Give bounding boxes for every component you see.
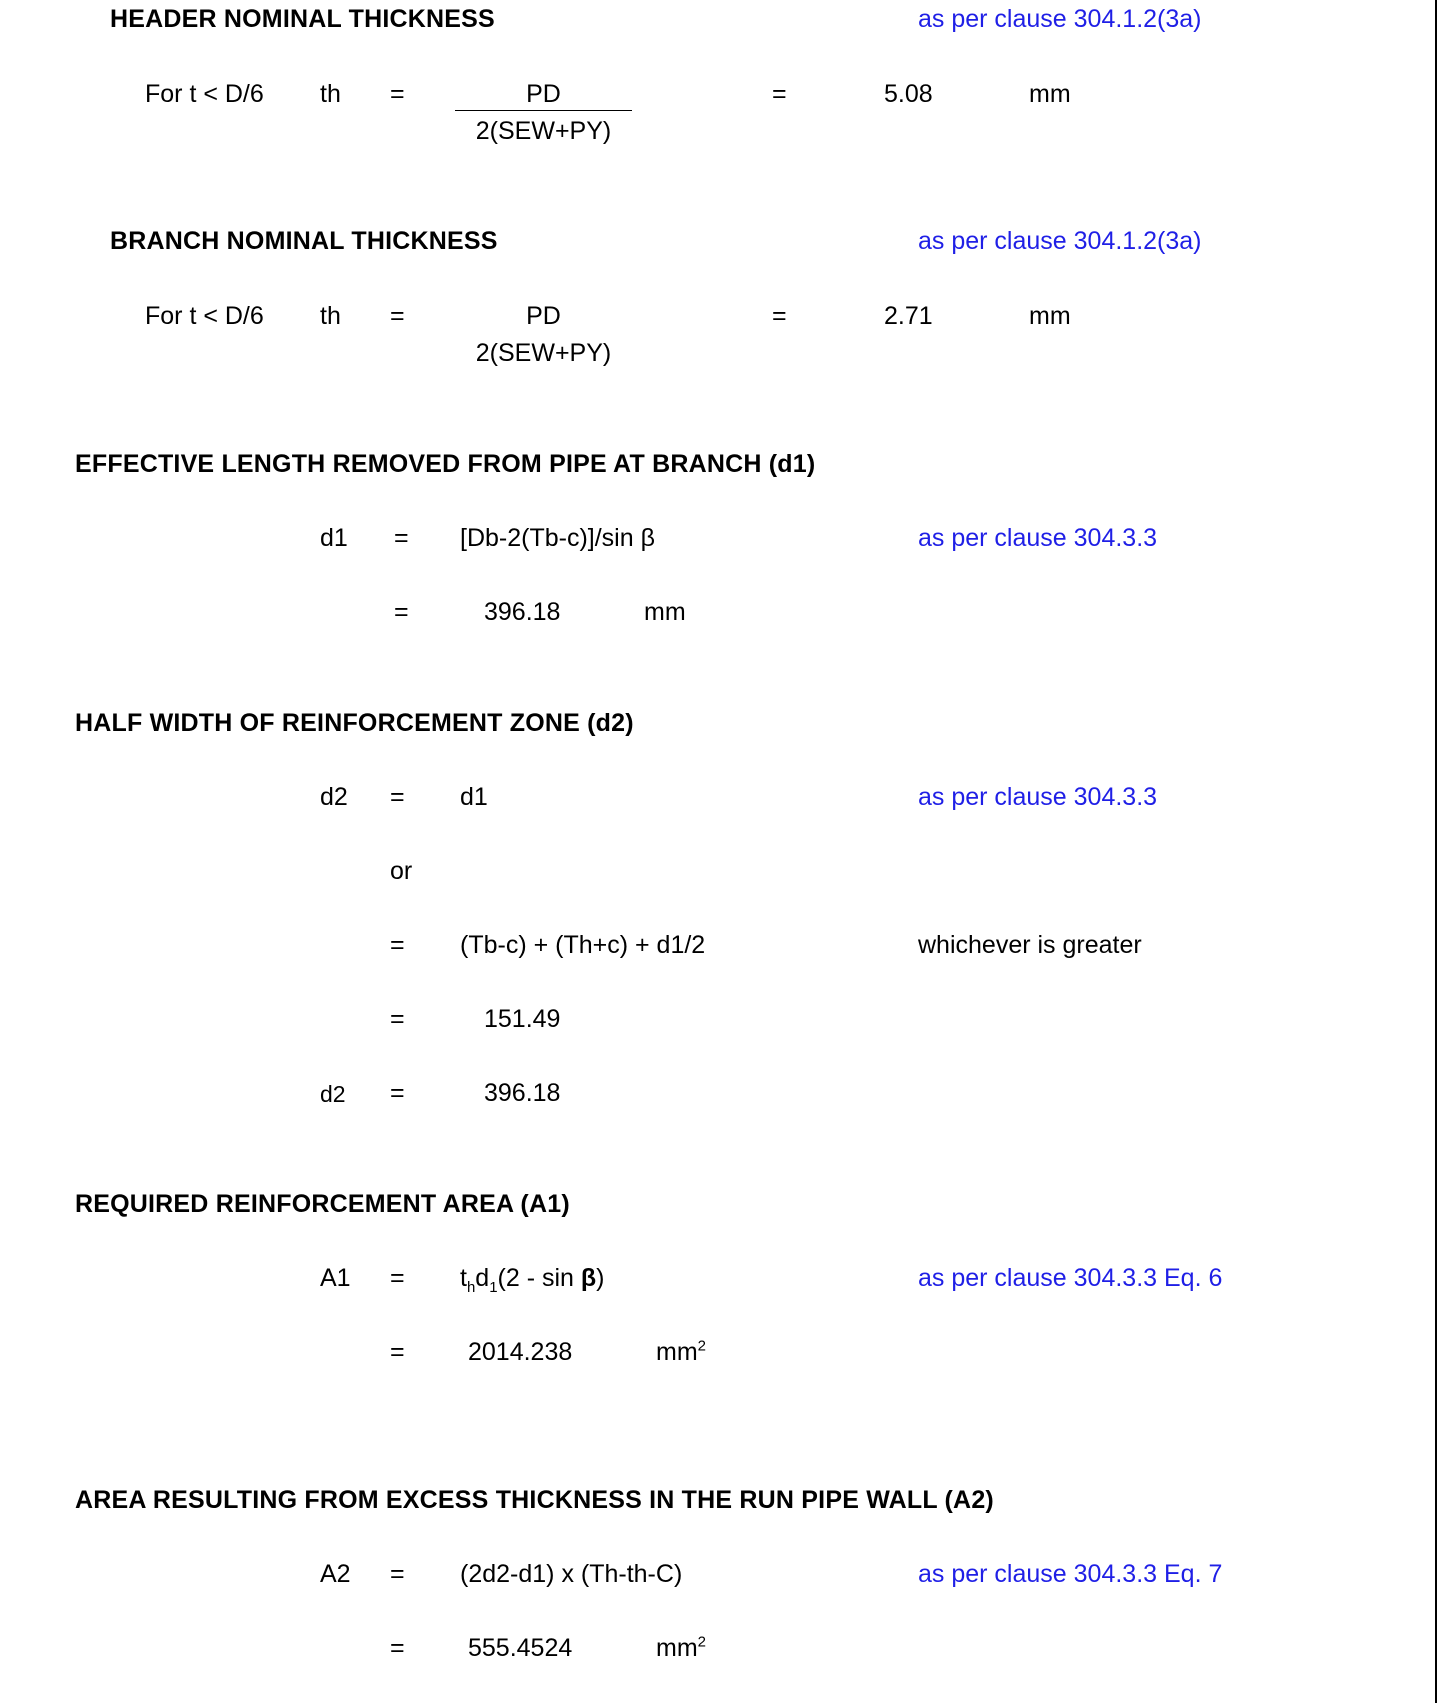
a1-formula-sub-1: 1 <box>489 1279 498 1296</box>
d1-symbol: d1 <box>320 524 348 552</box>
a2-unit-base: mm <box>656 1634 698 1662</box>
d2-note: whichever is greater <box>918 931 1142 959</box>
a2-unit <box>656 1633 706 1663</box>
header-nominal-symbol: th <box>320 80 341 108</box>
a1-formula-close: ) <box>596 1264 605 1292</box>
d1-value: 396.18 <box>484 598 561 626</box>
d2-equals-2: = <box>390 931 405 959</box>
a1-equals: = <box>390 1264 405 1292</box>
d2-formula-2: (Tb-c) + (Th+c) + d1/2 <box>460 931 706 959</box>
d2-equals: = <box>390 783 405 811</box>
d2-clause: as per clause 304.3.3 <box>918 783 1158 811</box>
d2-equals-4: = <box>390 1079 405 1107</box>
a2-symbol: A2 <box>320 1560 351 1588</box>
header-nominal-condition: For t < D/6 <box>145 80 264 108</box>
a1-title: REQUIRED REINFORCEMENT AREA (A1) <box>75 1190 570 1218</box>
a1-formula <box>460 1263 605 1296</box>
d2-result-value: 396.18 <box>484 1079 561 1107</box>
header-nominal-equals-2: = <box>772 80 787 108</box>
a1-value: 2014.238 <box>468 1338 573 1366</box>
a2-formula: (2d2-d1) x (Th-th-C) <box>460 1560 683 1588</box>
branch-nominal-clause: as per clause 304.1.2(3a) <box>918 227 1202 255</box>
header-nominal-title: HEADER NOMINAL THICKNESS <box>110 5 495 33</box>
branch-nominal-denominator: 2(SEW+PY) <box>475 339 612 367</box>
d2-equals-3: = <box>390 1005 405 1033</box>
branch-nominal-condition: For t < D/6 <box>145 302 264 330</box>
header-nominal-denominator: 2(SEW+PY) <box>475 117 612 145</box>
a1-formula-d: d <box>475 1264 490 1292</box>
a2-clause: as per clause 304.3.3 Eq. 7 <box>918 1560 1223 1588</box>
a1-formula-sub-h: h <box>466 1279 476 1296</box>
branch-nominal-equals: = <box>390 302 405 330</box>
a2-equals-2: = <box>390 1634 405 1662</box>
header-nominal-fraction-bar <box>455 110 632 111</box>
branch-nominal-symbol: th <box>320 302 341 330</box>
a2-equals: = <box>390 1560 405 1588</box>
header-nominal-numerator: PD <box>526 80 561 108</box>
d2-title: HALF WIDTH OF REINFORCEMENT ZONE (d2) <box>75 709 634 737</box>
a1-unit-superscript: 2 <box>697 1337 706 1355</box>
a1-symbol: A1 <box>320 1264 351 1292</box>
d1-equals: = <box>394 524 409 552</box>
d1-title: EFFECTIVE LENGTH REMOVED FROM PIPE AT BRANCH (d1) <box>75 450 816 478</box>
branch-nominal-numerator: PD <box>526 302 561 330</box>
a1-equals-2: = <box>390 1338 405 1366</box>
header-nominal-equals: = <box>390 80 405 108</box>
header-nominal-unit: mm <box>1029 80 1071 108</box>
a1-formula-rest: (2 - sin <box>497 1264 581 1292</box>
d1-unit: mm <box>644 598 686 626</box>
a2-unit-superscript: 2 <box>697 1633 706 1651</box>
branch-nominal-title: BRANCH NOMINAL THICKNESS <box>110 227 498 255</box>
a2-title: AREA RESULTING FROM EXCESS THICKNESS IN THE RUN PIPE WALL (A2) <box>75 1486 994 1514</box>
d2-symbol: d2 <box>320 783 348 811</box>
branch-nominal-unit: mm <box>1029 302 1071 330</box>
a1-formula-t: t <box>460 1264 467 1292</box>
d1-formula: [Db-2(Tb-c)]/sin β <box>460 524 655 552</box>
a1-unit-base: mm <box>656 1338 698 1366</box>
d1-clause: as per clause 304.3.3 <box>918 524 1158 552</box>
a1-unit <box>656 1337 706 1367</box>
d1-equals-2: = <box>394 598 409 626</box>
a1-formula-beta: β <box>580 1264 597 1292</box>
d2-result-symbol: d2 <box>320 1081 346 1107</box>
a1-clause: as per clause 304.3.3 Eq. 6 <box>918 1264 1223 1292</box>
d2-or: or <box>390 857 413 885</box>
header-nominal-clause: as per clause 304.1.2(3a) <box>918 5 1202 33</box>
a2-value: 555.4524 <box>468 1634 573 1662</box>
d2-formula-1: d1 <box>460 783 488 811</box>
branch-nominal-value: 2.71 <box>884 302 933 330</box>
branch-nominal-equals-2: = <box>772 302 787 330</box>
d2-value-alt: 151.49 <box>484 1005 561 1033</box>
header-nominal-value: 5.08 <box>884 80 933 108</box>
